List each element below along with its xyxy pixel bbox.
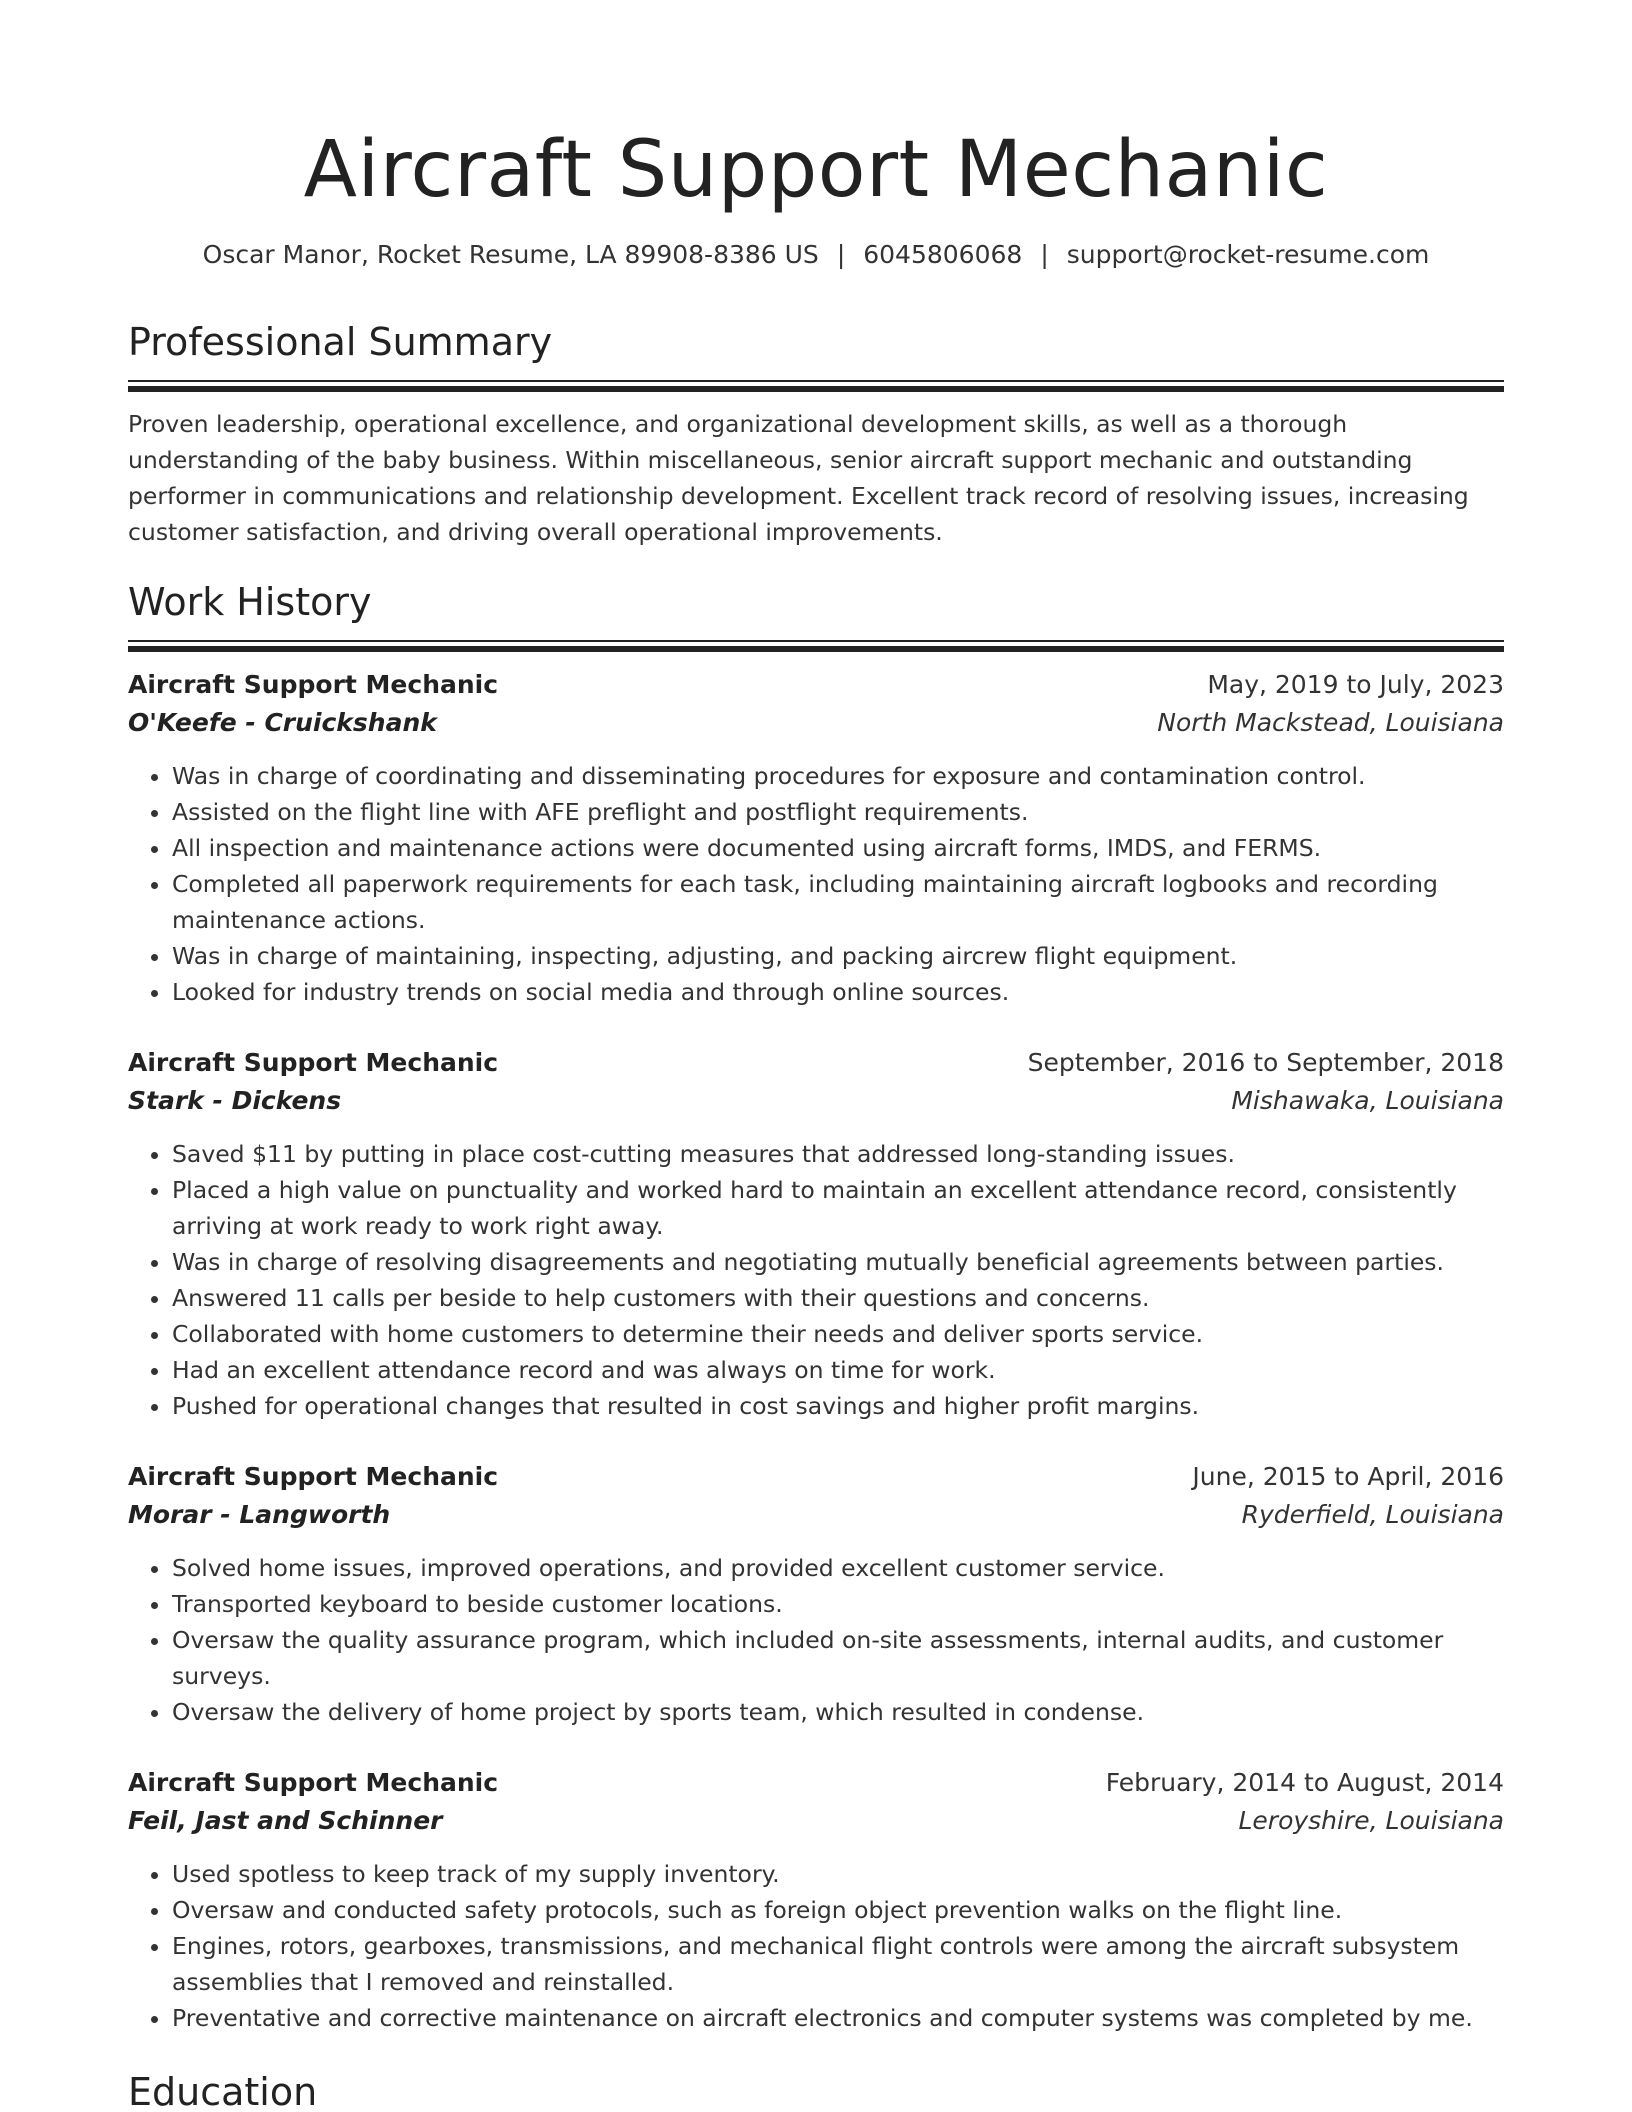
job-company: Feil, Jast and Schinner [128,1806,443,1835]
job-title: Aircraft Support Mechanic [128,670,499,699]
bullet-item: • Solved home issues, improved operations, and provided excellent customer service. [172,1550,1504,1586]
resume-title: Aircraft Support Mechanic [303,125,1329,215]
bullet-item: • Was in charge of coordinating and disseminating procedures for exposure and contamination control. [172,758,1504,794]
job-bullets [128,1550,1504,1730]
job-dates: September, 2016 to September, 2018 [1027,1048,1504,1077]
bullet-item: • Collaborated with home customers to determine their needs and deliver sports service. [172,1316,1504,1352]
job-dates: May, 2019 to July, 2023 [1207,670,1504,699]
job-bullets [128,758,1504,1010]
bullet-item: • Had an excellent attendance record and was always on time for work. [172,1352,1504,1388]
bullet-item: • Saved $11 by putting in place cost-cutting measures that addressed long-standing issues. [172,1136,1504,1172]
contact-separator: | [1040,240,1049,269]
bullet-item: • Looked for industry trends on social media and through online sources. [172,974,1504,1010]
bullet-item: • Used spotless to keep track of my supply inventory. [172,1856,1504,1892]
contact-address: Oscar Manor, Rocket Resume, LA 89908-8386 US [202,240,819,269]
bullet-item: • Was in charge of maintaining, inspecting, adjusting, and packing aircrew flight equipment. [172,938,1504,974]
bullet-item: • Oversaw and conducted safety protocols, such as foreign object prevention walks on the flight line. [172,1892,1504,1928]
summary-text: Proven leadership, operational excellence, and organizational development skills, as well as a thorough understanding of the baby business. Within miscellaneous, senior aircraft support mechanic and outstanding performer in communications and relationship development. Excellent track record of resolving issues, increasing customer satisfaction, and driving overall operational improvements. [128,410,1469,546]
job-title: Aircraft Support Mechanic [128,1048,499,1077]
job-location: Ryderfield, Louisiana [1241,1500,1504,1529]
job-dates: February, 2014 to August, 2014 [1105,1768,1504,1797]
contact-separator: | [836,240,846,269]
bullet-item: • All inspection and maintenance actions were documented using aircraft forms, IMDS, and FERMS. [172,830,1504,866]
bullet-item: • Pushed for operational changes that resulted in cost savings and higher profit margins. [172,1388,1504,1424]
job-location: North Mackstead, Louisiana [1157,708,1504,737]
job-company: Stark - Dickens [128,1086,342,1115]
job-company: O'Keefe - Cruickshank [128,708,437,737]
bullet-item: • Completed all paperwork requirements for each task, including maintaining aircraft logbooks and recording maintenance actions. [172,866,1504,938]
job-entry [128,666,1504,1010]
bullet-item: • Answered 11 calls per beside to help customers with their questions and concerns. [172,1280,1504,1316]
contact-phone: 6045806068 [863,240,1023,269]
bullet-item: • Assisted on the flight line with AFE preflight and postflight requirements. [172,794,1504,830]
section-divider [128,640,1504,652]
bullet-item: • Engines, rotors, gearboxes, transmissions, and mechanical flight controls were among the aircraft subsystem assemblies that I removed and reinstalled. [172,1928,1504,2000]
bullet-item: • Was in charge of resolving disagreements and negotiating mutually beneficial agreements between parties. [172,1244,1504,1280]
job-entry [128,1458,1504,1730]
job-title: Aircraft Support Mechanic [128,1462,499,1491]
section-heading: Education [128,2070,318,2112]
contact-line [128,238,1504,272]
job-location: Leroyshire, Louisiana [1238,1806,1504,1835]
bullet-item: • Oversaw the quality assurance program, which included on-site assessments, internal audits, and customer surveys. [172,1622,1504,1694]
education-section [128,2068,317,2112]
work-history-section [128,578,1504,2036]
job-bullets [128,1856,1504,2036]
professional-summary-section [128,318,1504,550]
bullet-item: • Transported keyboard to beside customer locations. [172,1586,1504,1622]
job-title: Aircraft Support Mechanic [128,1768,499,1797]
job-location: Mishawaka, Louisiana [1231,1086,1504,1115]
job-entry [128,1764,1504,2036]
section-heading: Work History [128,580,372,624]
section-heading: Professional Summary [128,320,553,364]
bullet-item: • Oversaw the delivery of home project by sports team, which resulted in condense. [172,1694,1504,1730]
contact-email: support@rocket-resume.com [1066,240,1430,269]
bullet-item: • Preventative and corrective maintenance on aircraft electronics and computer systems was completed by me. [172,2000,1504,2036]
job-entry [128,1044,1504,1424]
section-divider [128,380,1504,392]
job-company: Morar - Langworth [128,1500,391,1529]
job-bullets [128,1136,1504,1424]
job-dates: June, 2015 to April, 2016 [1192,1462,1504,1491]
bullet-item: • Placed a high value on punctuality and worked hard to maintain an excellent attendance record, consistently arriving at work ready to work right away. [172,1172,1504,1244]
